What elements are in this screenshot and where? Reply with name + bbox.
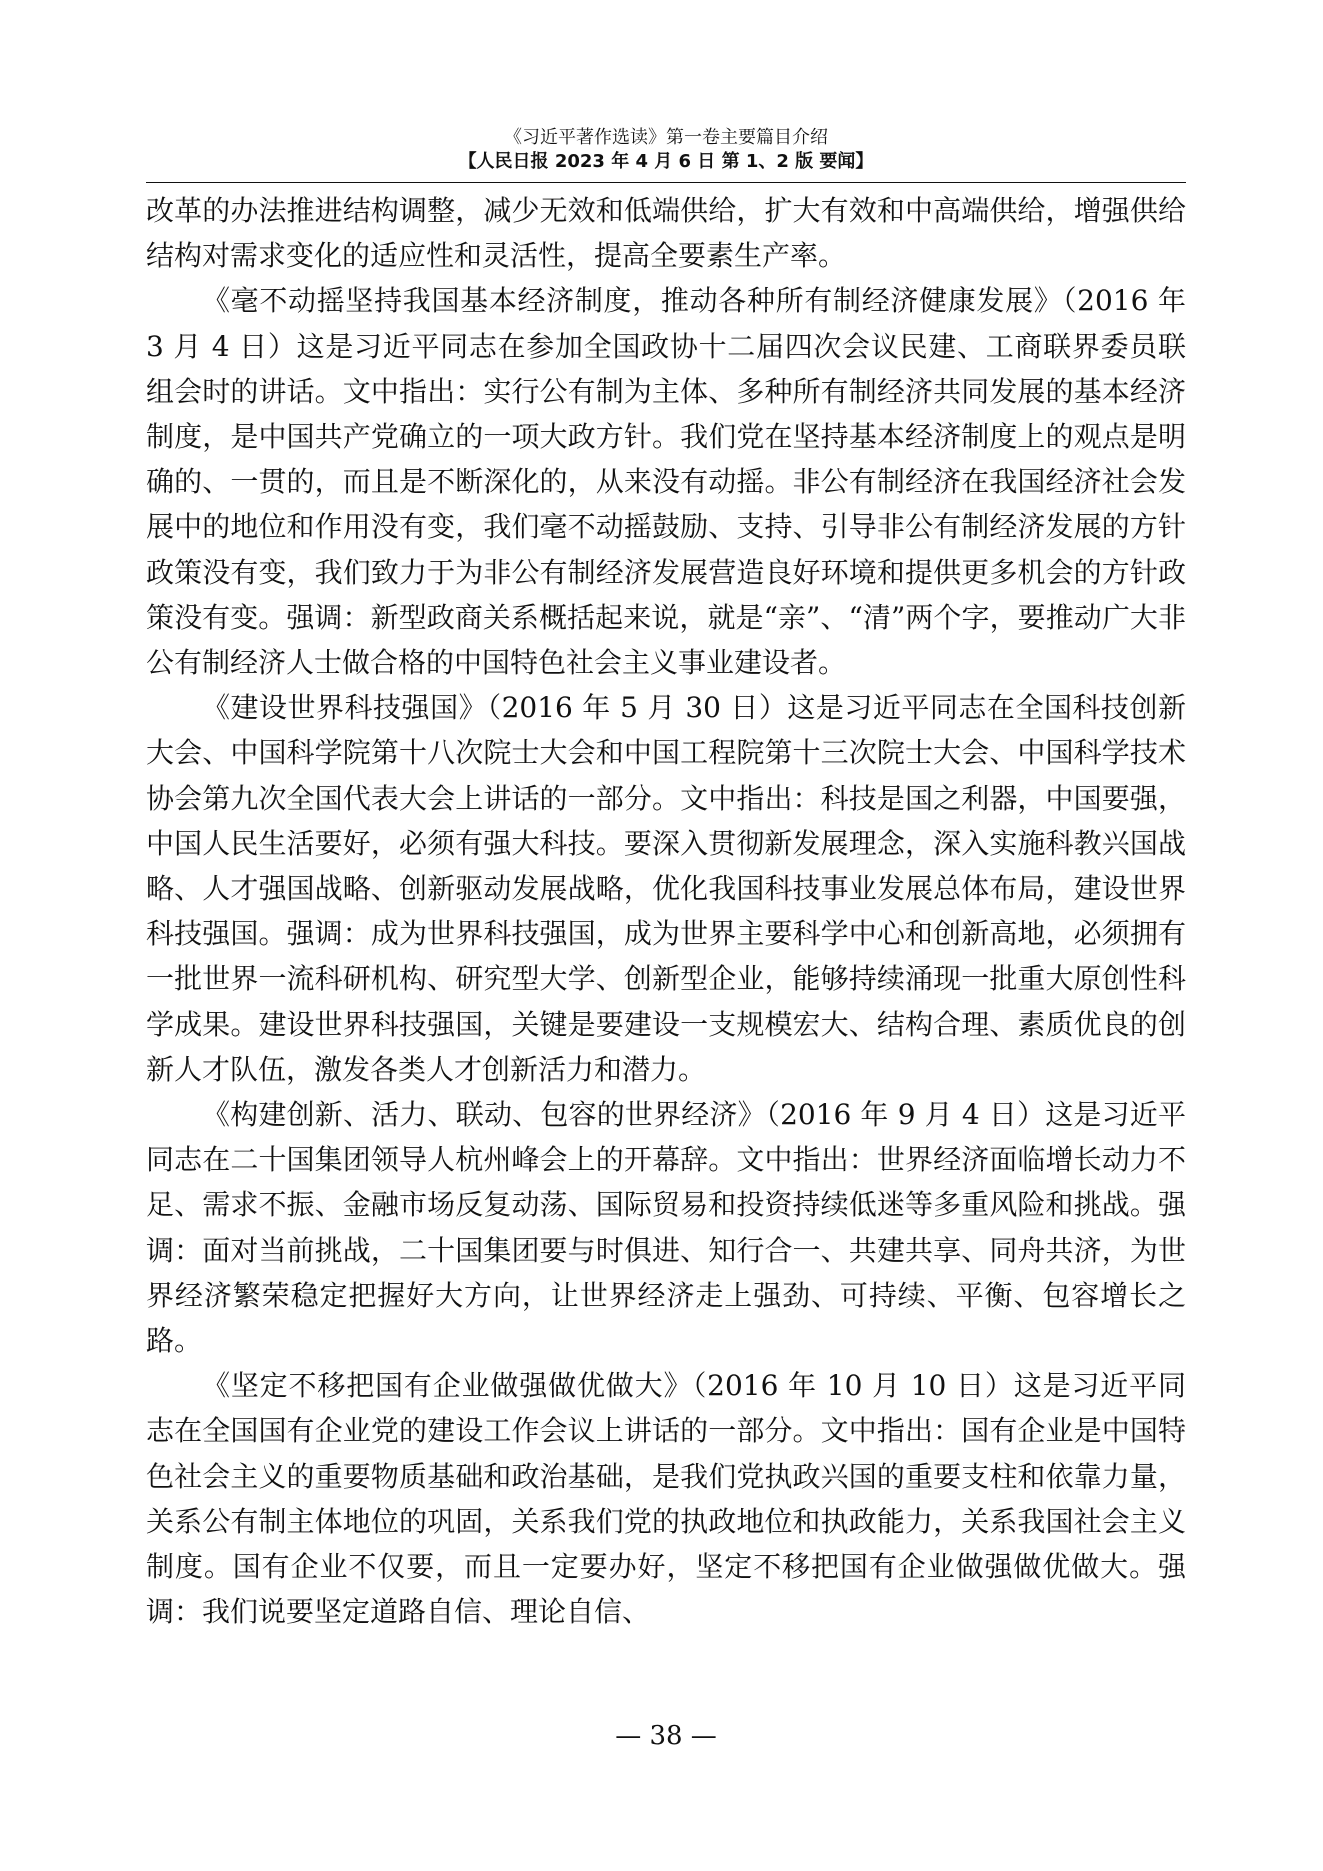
page-header (146, 126, 1186, 174)
paragraph-basic-economic-system: 《毫不动摇坚持我国基本经济制度，推动各种所有制经济健康发展》（2016 年 3 月 4 日）这是习近平同志在参加全国政协十二届四次会议民建、工商联界委员联组会时的讲话。文中指出：实行公有制为主体、多种所有制经济共同发展的基本经济制度，是中国共产党确立的一项大政方针。我们党在坚持基本经济制度上的观点是明确的、一贯的，而且是不断深化的，从来没有动摇。非公有制经济在我国经济社会发展中的地位和作用没有变，我们毫不动摇鼓励、支持、引导非公有制经济发展的方针政策没有变，我们致力于为非公有制经济发展营造良好环境和提供更多机会的方针政策没有变。强调：新型政商关系概括起来说，就是“亲”、“清”两个字，要推动广大非公有制经济人士做合格的中国特色社会主义事业建设者。 (146, 284, 1186, 680)
document-source: 【人民日报 2023 年 4 月 6 日 第 1、2 版 要闻】 (458, 151, 874, 172)
paragraph-science-technology-power: 《建设世界科技强国》（2016 年 5 月 30 日）这是习近平同志在全国科技创新大会、中国科学院第十八次院士大会和中国工程院第十三次院士大会、中国科学技术协会第九次全国代表大会上讲话的一部分。文中指出：科技是国之利器，中国要强，中国人民生活要好，必须有强大科技。要深入贯彻新发展理念，深入实施科教兴国战略、人才强国战略、创新驱动发展战略，优化我国科技事业发展总体布局，建设世界科技强国。强调：成为世界科技强国，成为世界主要科学中心和创新高地，必须拥有一批世界一流科研机构、研究型大学、创新型企业，能够持续涌现一批重大原创性科学成果。建设世界科技强国，关键是要建设一支规模宏大、结构合理、素质优良的创新人才队伍，激发各类人才创新活力和潜力。 (146, 691, 1186, 1086)
header-rule (146, 182, 1186, 183)
page-number: — 38 — (615, 1721, 717, 1751)
document-title: 《习近平著作选读》第一卷主要篇目介绍 (504, 127, 828, 148)
body-text (146, 188, 1186, 1635)
paragraph-continuation: 改革的办法推进结构调整，减少无效和低端供给，扩大有效和中高端供给，增强供给结构对需求变化的适应性和灵活性，提高全要素生产率。 (146, 194, 1186, 273)
paragraph-world-economy: 《构建创新、活力、联动、包容的世界经济》（2016 年 9 月 4 日）这是习近平同志在二十国集团领导人杭州峰会上的开幕辞。文中指出：世界经济面临增长动力不足、需求不振、金融市场反复动荡、国际贸易和投资持续低迷等多重风险和挑战。强调：面对当前挑战，二十国集团要与时俱进、知行合一、共建共享、同舟共济，为世界经济繁荣稳定把握好大方向，让世界经济走上强劲、可持续、平衡、包容增长之路。 (146, 1098, 1186, 1358)
paragraph-state-owned-enterprises: 《坚定不移把国有企业做强做优做大》（2016 年 10 月 10 日）这是习近平同志在全国国有企业党的建设工作会议上讲话的一部分。文中指出：国有企业是中国特色社会主义的重要物质基础和政治基础，是我们党执政兴国的重要支柱和依靠力量，关系公有制主体地位的巩固，关系我们党的执政地位和执政能力，关系我国社会主义制度。国有企业不仅要，而且一定要办好，坚定不移把国有企业做强做优做大。强调：我们说要坚定道路自信、理论自信、 (146, 1369, 1186, 1629)
